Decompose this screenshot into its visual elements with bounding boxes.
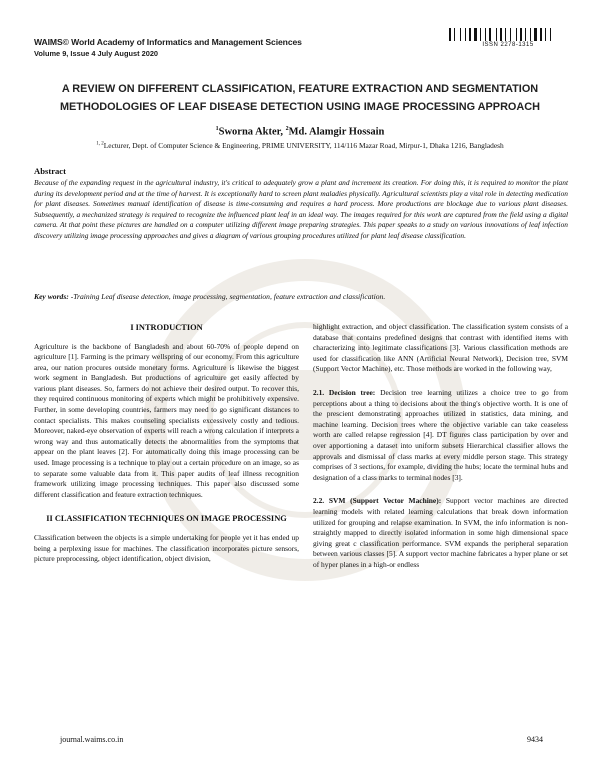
title-line-1: A REVIEW ON DIFFERENT CLASSIFICATION, FEATURE EXTRACTION AND SEGMENTATION <box>61 83 539 95</box>
paper-title <box>30 80 570 116</box>
subsection-2-1 <box>313 388 568 483</box>
issn-number: ISSN 2278-1315 <box>482 42 534 48</box>
subsection-2-1-heading: 2.1. Decision tree: <box>313 387 376 397</box>
author1: Sworna Akter, <box>218 126 286 138</box>
journal-volume: Volume 9, Issue 4 July August 2020 <box>34 49 159 58</box>
section-1-paragraph: Agriculture is the backbone of Bangladesh and about 60-70% of people depend on agriculture [1]. Farming is the primary wellspring of our economy. From this agriculture area, our nation procures outside monetary forms. Agriculture is likewise the biggest work segment in Bangladesh. But productions of agriculture get easily affected by various plant diseases. So, farmers do not achieve their desired output. To recover this, they required continuous monitoring of experts which might be prohibitively expensive. Further, in some developing countries, farmers may need to go significant distances to contact specialists. This makes counseling specialists excessively costly and tedious. Moreover, naked-eye observation of experts will reach a wrong calculation if interprets a wrong way and thus automatically detects the abnormalities from the symptoms that appear on the plant leaves [2]. For automatically doing this image processing can be used. Image processing is a technique to play out a certain procedure on an image, so as to separate some valuable data from it. This paper audits of leaf illness recognition framework utilizing image processing techniques. This paper also discussed some different classification and feature extraction techniques. <box>34 341 299 499</box>
author2-sup: 2 <box>285 126 289 132</box>
title-line-2: METHODOLOGIES OF LEAF DISEASE DETECTION USING IMAGE PROCESSING APPROACH <box>59 101 541 113</box>
journal-name: WAIMS© World Academy of Informatics and Management Sciences <box>34 37 302 47</box>
right-column <box>313 322 568 570</box>
barcode-icon <box>449 28 567 41</box>
affiliation <box>0 141 600 150</box>
affil-text: Lecturer, Dept. of Computer Science & Engineering, PRIME UNIVERSITY, 114/116 Mazar Road, Mirpur-1, Dhaka 1216, Bangladesh <box>103 141 504 150</box>
author1-sup: 1 <box>215 126 219 132</box>
subsection-2-2-text: Support vector machines are directed learning models with related learning calculations that break down information utilized for grouping and relapse examination. In SVM, the info information is non-straightly mapped to directly isolated information in some high dimensional space giving great c classification performance. SVM expands the peripheral separation between various classes [5]. A support vector machine fabricates a hyper plane or set of hyper planes in a high-or endless <box>313 496 568 569</box>
author2: Md. Alamgir Hossain <box>288 126 385 138</box>
abstract-heading: Abstract <box>34 166 66 176</box>
journal-header <box>34 37 414 58</box>
section-1-heading: I INTRODUCTION <box>130 323 203 332</box>
keywords-label: Key words: <box>34 292 71 301</box>
keywords-text: -Training Leaf disease detection, image processing, segmentation, feature extraction and classification. <box>70 292 386 301</box>
subsection-2-2 <box>313 496 568 570</box>
affil-sup: 1, 2 <box>96 141 104 147</box>
page-number: 9434 <box>527 735 543 744</box>
subsection-2-1-text: Decision tree learning utilizes a choice tree to go from perceptions about a thing to decisions about the thing's objective worth. It is one of the prescient demonstrating approaches utilized in statistics, data mining, and machine learning. Decision trees where the objective variable can take ceaseless worth are called relapse regression [4]. DT figures class participation by over and over apportioning a dataset into uniform subsets Hierarchical classifier allows the approvals and dismissal of class marks at every middle person stage. This strategy comprises of 3 sections, for example, dividing the hubs; locate the terminal hubs and designation of a class marks to terminal nodes [3]. <box>313 387 569 482</box>
section-2-continuation: highlight extraction, and object classification. The classification system consists of a database that contains predefined designs that contrast with identified items with characterizing into legitimate classifications [3]. Various classification methods are used for classification like ANN (Artificial Neural Network), Decision tree, SVM (Support Vector Machine), etc. Those methods are worked in the following way, <box>313 322 568 374</box>
subsection-2-2-heading: 2.2. SVM (Support Vector Machine): <box>313 496 442 506</box>
left-column <box>34 322 299 565</box>
footer-site: journal.waims.co.in <box>60 735 124 744</box>
abstract-text: Because of the expanding request in the agricultural industry, it's critical to adequately grow a plant and increment its creation. For doing this, it is required to monitor the plant during its development period and at the time of harvest. It is exceptionally hard to screen plant maladies physically. Agricultural scientists play a vital role in detecting medication for plant diseases. Sometimes manual identification of disease is time-consuming and requires a hard process. More productions are blockage due to various plant diseases. Subsequently, a mechanized strategy is required to recognize the influenced plant leaf in an ideal way. The images required for this work are captured from the field using a digital camera. At that point these pictures are handled on a computer utilizing different image preparing strategies. This paper speaks to a study on various innovations of leaf infection discovery utilizing image processing approaches and gives a diagram of various grouping procedures utilized for plant leaf disease classification. <box>34 178 568 240</box>
section-2-paragraph: Classification between the objects is a simple undertaking for people yet it has ended up being a perplexing issue for machines. The classification incorporates picture sensors, picture preprocessing, object identification, object division, <box>34 532 299 564</box>
section-2-heading: II CLASSIFICATION TECHNIQUES ON IMAGE PROCESSING <box>46 514 287 524</box>
issn-barcode <box>449 28 567 50</box>
authors <box>0 126 600 138</box>
keywords <box>34 292 568 301</box>
